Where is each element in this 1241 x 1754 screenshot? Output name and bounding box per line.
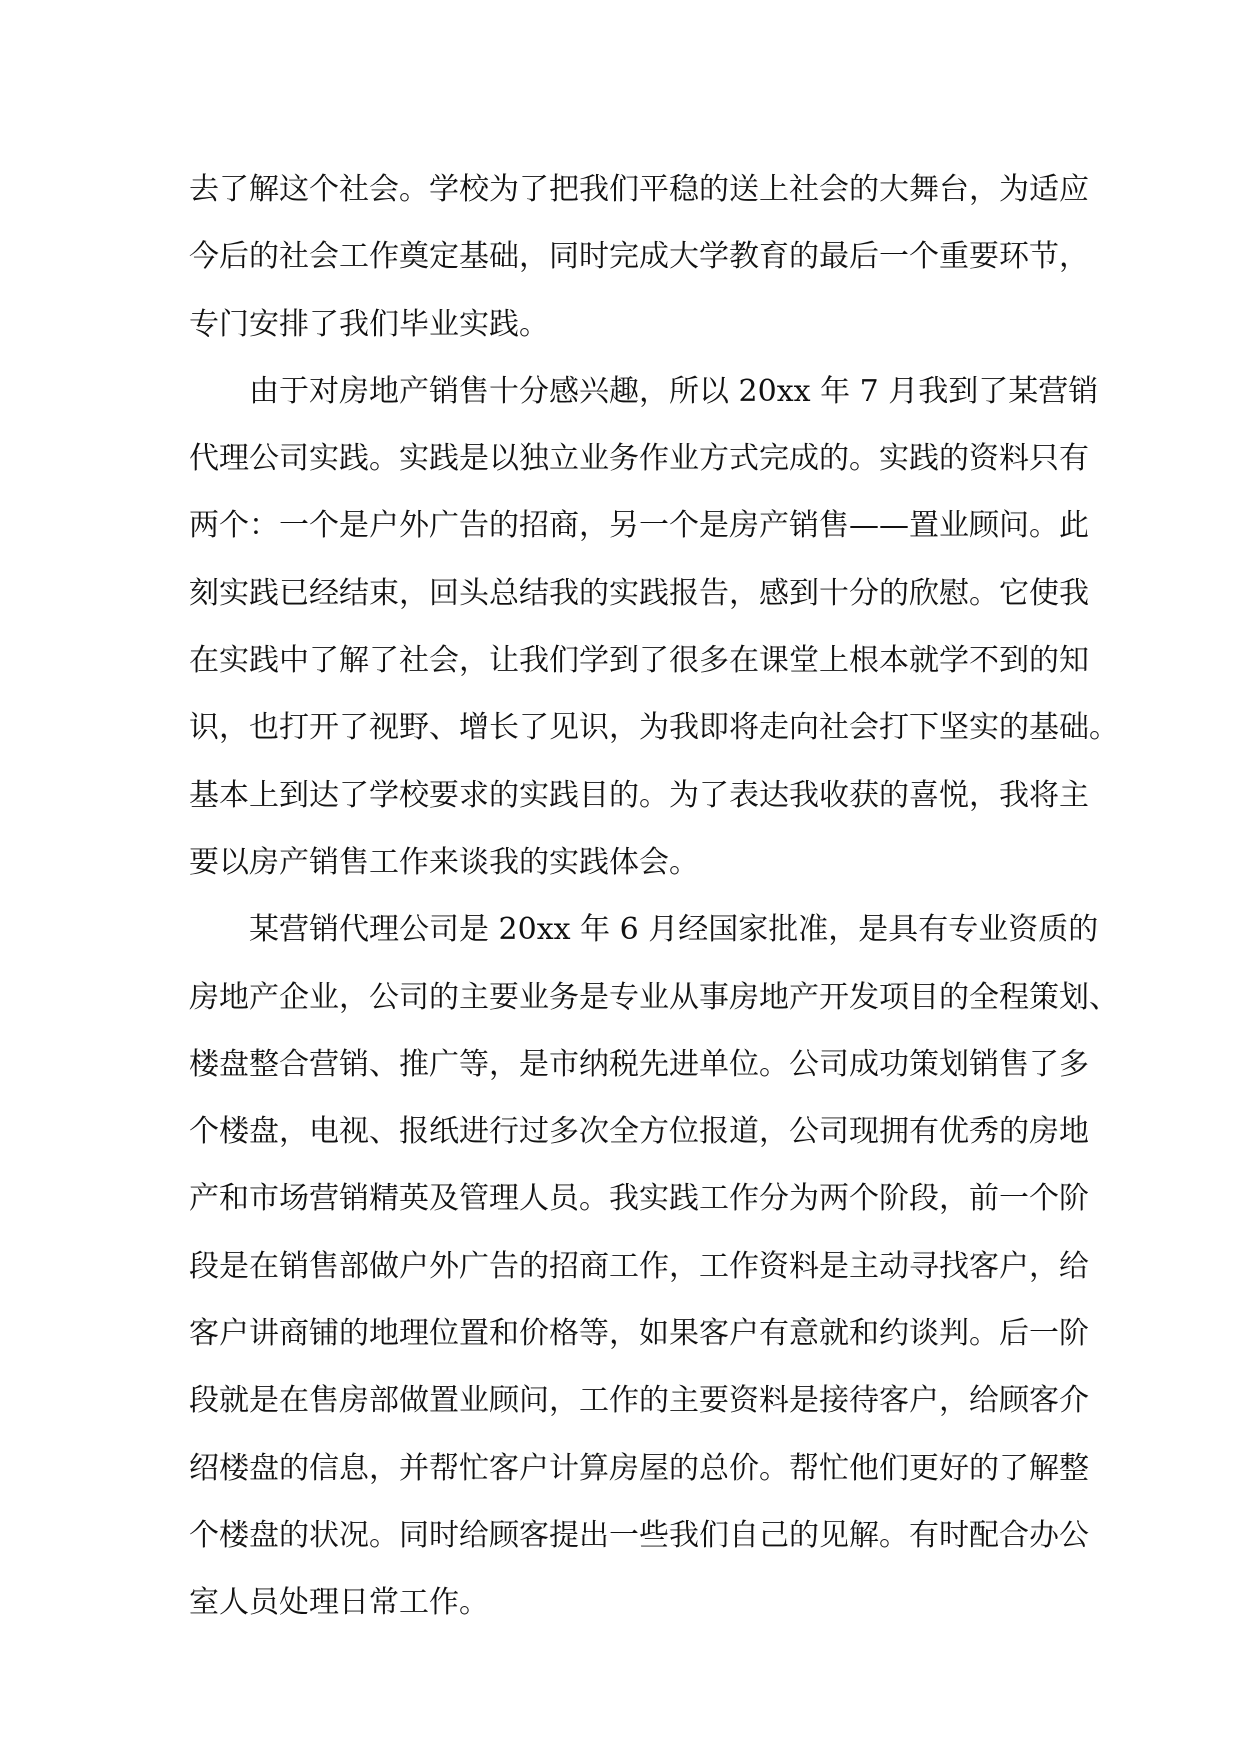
text-line: 代理公司实践。实践是以独立业务作业方式完成的。实践的资料只有 <box>189 441 1089 477</box>
text-line: 在实践中了解了社会，让我们学到了很多在课堂上根本就学不到的知 <box>189 643 1089 679</box>
document-body <box>189 156 1119 1637</box>
text-line: 基本上到达了学校要求的实践目的。为了表达我收获的喜悦，我将主 <box>189 777 1089 813</box>
text-line: 段就是在售房部做置业顾问，工作的主要资料是接待客户，给顾客介 <box>189 1383 1089 1419</box>
text-line: 由于对房地产销售十分感兴趣，所以 20xx 年 7 月我到了某营销 <box>249 373 1099 409</box>
text-line: 绍楼盘的信息，并帮忙客户计算房屋的总价。帮忙他们更好的了解整 <box>189 1450 1089 1486</box>
paragraph-3 <box>189 896 1119 1636</box>
text-line: 要以房产销售工作来谈我的实践体会。 <box>189 844 699 880</box>
text-line: 识，也打开了视野、增长了见识，为我即将走向社会打下坚实的基础。 <box>189 710 1119 746</box>
text-line: 房地产企业，公司的主要业务是专业从事房地产开发项目的全程策划、 <box>189 979 1119 1015</box>
text-line: 段是在销售部做户外广告的招商工作，工作资料是主动寻找客户，给 <box>189 1248 1089 1284</box>
text-line: 个楼盘的状况。同时给顾客提出一些我们自己的见解。有时配合办公 <box>189 1517 1089 1553</box>
text-line: 某营销代理公司是 20xx 年 6 月经国家批准，是具有专业资质的 <box>249 912 1099 948</box>
text-line: 专门安排了我们毕业实践。 <box>189 306 549 342</box>
paragraph-2 <box>189 358 1119 896</box>
text-line: 去了解这个社会。学校为了把我们平稳的送上社会的大舞台，为适应 <box>189 172 1089 207</box>
text-line: 刻实践已经结束，回头总结我的实践报告，感到十分的欣慰。它使我 <box>189 575 1089 611</box>
text-line: 楼盘整合营销、推广等，是市纳税先进单位。公司成功策划销售了多 <box>189 1046 1089 1082</box>
text-line: 客户讲商铺的地理位置和价格等，如果客户有意就和约谈判。后一阶 <box>189 1316 1089 1352</box>
text-line: 今后的社会工作奠定基础，同时完成大学教育的最后一个重要环节， <box>189 239 1089 275</box>
text-line: 室人员处理日常工作。 <box>189 1585 489 1621</box>
paragraph-1 <box>189 156 1089 358</box>
text-line: 产和市场营销精英及管理人员。我实践工作分为两个阶段，前一个阶 <box>189 1181 1089 1217</box>
text-line: 两个：一个是户外广告的招商，另一个是房产销售——置业顾问。此 <box>189 508 1089 544</box>
text-line: 个楼盘，电视、报纸进行过多次全方位报道，公司现拥有优秀的房地 <box>189 1114 1089 1150</box>
